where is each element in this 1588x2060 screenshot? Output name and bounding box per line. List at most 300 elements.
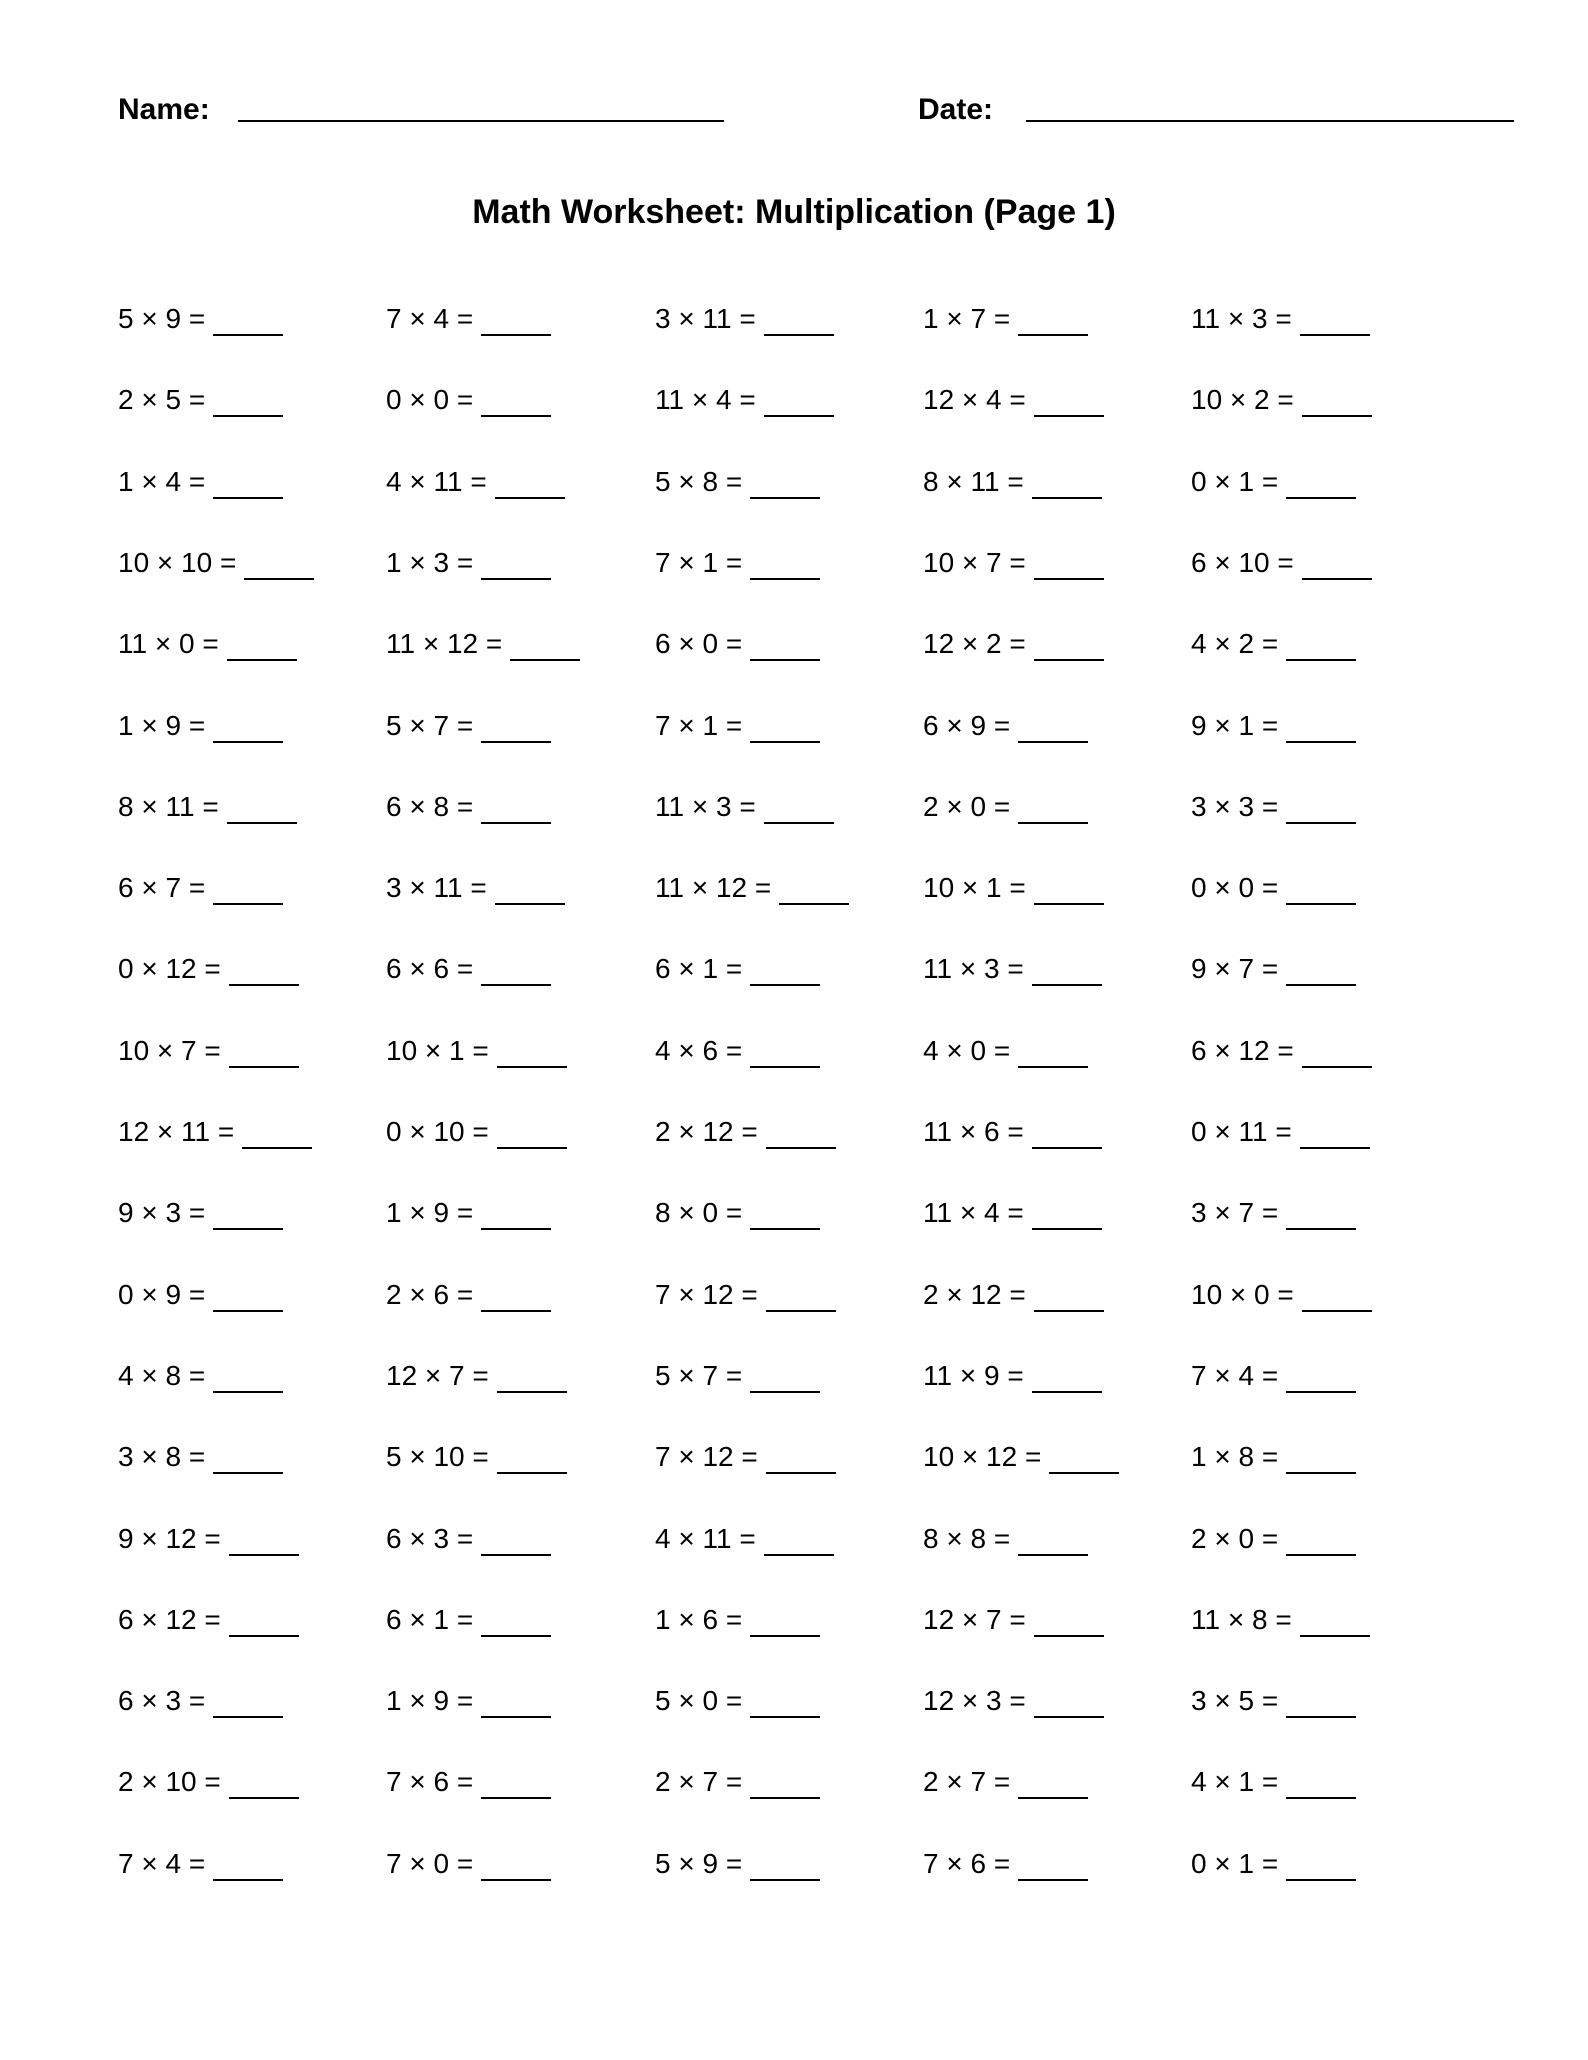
answer-blank[interactable] bbox=[213, 1202, 283, 1230]
problem-item bbox=[655, 1196, 820, 1230]
problem-expression: 7 × 6 = bbox=[386, 1766, 474, 1797]
problem-item bbox=[118, 1522, 299, 1556]
answer-blank[interactable] bbox=[750, 1365, 820, 1393]
problem-expression: 6 × 0 = bbox=[655, 628, 743, 659]
problem-expression: 2 × 7 = bbox=[655, 1766, 743, 1797]
problem-item bbox=[1191, 1278, 1372, 1312]
problem-item bbox=[118, 1684, 283, 1718]
problem-expression: 0 × 12 = bbox=[118, 953, 221, 984]
problem-expression: 8 × 0 = bbox=[655, 1197, 743, 1228]
problem-item bbox=[923, 1196, 1102, 1230]
answer-blank[interactable] bbox=[1286, 1853, 1356, 1881]
answer-blank[interactable] bbox=[229, 1528, 299, 1556]
answer-blank[interactable] bbox=[229, 1771, 299, 1799]
problem-expression: 6 × 12 = bbox=[118, 1604, 221, 1635]
answer-blank[interactable] bbox=[481, 1528, 551, 1556]
answer-blank[interactable] bbox=[1302, 1040, 1372, 1068]
answer-blank[interactable] bbox=[1286, 877, 1356, 905]
problem-expression: 10 × 2 = bbox=[1191, 384, 1294, 415]
answer-blank[interactable] bbox=[227, 633, 297, 661]
problem-expression: 2 × 7 = bbox=[923, 1766, 1011, 1797]
problem-expression: 11 × 12 = bbox=[655, 872, 772, 903]
answer-blank[interactable] bbox=[1034, 633, 1104, 661]
problem-expression: 10 × 7 = bbox=[118, 1035, 221, 1066]
problem-expression: 8 × 11 = bbox=[923, 466, 1024, 497]
answer-blank[interactable] bbox=[227, 796, 297, 824]
problem-expression: 7 × 4 = bbox=[1191, 1360, 1279, 1391]
problem-item bbox=[118, 1034, 299, 1068]
problem-item bbox=[1191, 1196, 1356, 1230]
problem-item bbox=[923, 871, 1104, 905]
problem-item bbox=[1191, 1034, 1372, 1068]
problem-item bbox=[655, 302, 834, 336]
answer-blank[interactable] bbox=[1302, 552, 1372, 580]
problem-expression: 7 × 12 = bbox=[655, 1441, 758, 1472]
answer-blank[interactable] bbox=[213, 308, 283, 336]
problem-expression: 12 × 3 = bbox=[923, 1685, 1026, 1716]
problem-expression: 10 × 0 = bbox=[1191, 1279, 1294, 1310]
problem-expression: 3 × 5 = bbox=[1191, 1685, 1279, 1716]
answer-blank[interactable] bbox=[1286, 1771, 1356, 1799]
answer-blank[interactable] bbox=[750, 1690, 820, 1718]
answer-blank[interactable] bbox=[750, 1202, 820, 1230]
answer-blank[interactable] bbox=[764, 796, 834, 824]
answer-blank[interactable] bbox=[1300, 1121, 1370, 1149]
answer-blank[interactable] bbox=[481, 958, 551, 986]
problem-expression: 6 × 7 = bbox=[118, 872, 206, 903]
answer-blank[interactable] bbox=[779, 877, 849, 905]
problem-expression: 6 × 12 = bbox=[1191, 1035, 1294, 1066]
problem-expression: 5 × 9 = bbox=[118, 303, 206, 334]
answer-blank[interactable] bbox=[481, 1771, 551, 1799]
problem-expression: 11 × 3 = bbox=[923, 953, 1024, 984]
problem-item bbox=[655, 1278, 836, 1312]
problem-expression: 7 × 0 = bbox=[386, 1848, 474, 1879]
problem-expression: 1 × 9 = bbox=[118, 710, 206, 741]
problem-item bbox=[1191, 1115, 1370, 1149]
problem-expression: 4 × 8 = bbox=[118, 1360, 206, 1391]
problem-item bbox=[118, 709, 283, 743]
problem-item bbox=[118, 1278, 283, 1312]
problem-expression: 12 × 2 = bbox=[923, 628, 1026, 659]
answer-blank[interactable] bbox=[1034, 1609, 1104, 1637]
problem-item bbox=[1191, 952, 1356, 986]
problem-expression: 5 × 9 = bbox=[655, 1848, 743, 1879]
problem-item bbox=[118, 1603, 299, 1637]
answer-blank[interactable] bbox=[1286, 1446, 1356, 1474]
problem-item bbox=[386, 1522, 551, 1556]
problem-item bbox=[118, 465, 283, 499]
problem-expression: 1 × 9 = bbox=[386, 1685, 474, 1716]
problem-item bbox=[655, 1847, 820, 1881]
answer-blank[interactable] bbox=[1018, 715, 1088, 743]
answer-blank[interactable] bbox=[481, 308, 551, 336]
problem-item bbox=[118, 1847, 283, 1881]
problem-item bbox=[386, 546, 551, 580]
problem-expression: 6 × 3 = bbox=[386, 1523, 474, 1554]
answer-blank[interactable] bbox=[750, 1040, 820, 1068]
answer-blank[interactable] bbox=[764, 389, 834, 417]
answer-blank[interactable] bbox=[750, 958, 820, 986]
answer-blank[interactable] bbox=[1049, 1446, 1119, 1474]
answer-blank[interactable] bbox=[213, 877, 283, 905]
problem-expression: 9 × 1 = bbox=[1191, 710, 1279, 741]
problem-item bbox=[118, 383, 283, 417]
problem-expression: 7 × 1 = bbox=[655, 547, 743, 578]
problem-expression: 7 × 6 = bbox=[923, 1848, 1011, 1879]
problem-item bbox=[1191, 302, 1370, 336]
answer-blank[interactable] bbox=[1286, 796, 1356, 824]
answer-blank[interactable] bbox=[495, 877, 565, 905]
problem-expression: 2 × 5 = bbox=[118, 384, 206, 415]
answer-blank[interactable] bbox=[750, 633, 820, 661]
problem-item bbox=[923, 302, 1088, 336]
answer-blank[interactable] bbox=[766, 1284, 836, 1312]
answer-blank[interactable] bbox=[1034, 552, 1104, 580]
answer-blank[interactable] bbox=[481, 715, 551, 743]
answer-blank[interactable] bbox=[1286, 1202, 1356, 1230]
problem-item bbox=[1191, 790, 1356, 824]
problem-expression: 2 × 12 = bbox=[655, 1116, 758, 1147]
problem-item bbox=[923, 1359, 1102, 1393]
answer-blank[interactable] bbox=[213, 1446, 283, 1474]
problem-item bbox=[386, 952, 551, 986]
problem-expression: 11 × 0 = bbox=[118, 628, 219, 659]
answer-blank[interactable] bbox=[1286, 1365, 1356, 1393]
answer-blank[interactable] bbox=[497, 1040, 567, 1068]
problem-item bbox=[386, 1684, 551, 1718]
problem-item bbox=[923, 627, 1104, 661]
answer-blank[interactable] bbox=[750, 1771, 820, 1799]
problem-item bbox=[386, 709, 551, 743]
problem-item bbox=[655, 1684, 820, 1718]
answer-blank[interactable] bbox=[1286, 1690, 1356, 1718]
answer-blank[interactable] bbox=[481, 1690, 551, 1718]
problem-item bbox=[655, 790, 834, 824]
problem-item bbox=[1191, 1603, 1370, 1637]
answer-blank[interactable] bbox=[750, 1609, 820, 1637]
answer-blank[interactable] bbox=[1302, 389, 1372, 417]
answer-blank[interactable] bbox=[213, 389, 283, 417]
problem-expression: 6 × 1 = bbox=[386, 1604, 474, 1635]
problem-item bbox=[386, 383, 551, 417]
problem-expression: 6 × 8 = bbox=[386, 791, 474, 822]
answer-blank[interactable] bbox=[1300, 308, 1370, 336]
problem-item bbox=[386, 627, 580, 661]
answer-blank[interactable] bbox=[1034, 1690, 1104, 1718]
problem-item bbox=[655, 627, 820, 661]
problem-expression: 11 × 6 = bbox=[923, 1116, 1024, 1147]
answer-blank[interactable] bbox=[1032, 1121, 1102, 1149]
problem-expression: 6 × 10 = bbox=[1191, 547, 1294, 578]
problem-item bbox=[1191, 1522, 1356, 1556]
worksheet-title: Math Worksheet: Multiplication (Page 1) bbox=[472, 193, 1116, 231]
problem-expression: 3 × 3 = bbox=[1191, 791, 1279, 822]
problem-item bbox=[1191, 465, 1356, 499]
problem-expression: 9 × 12 = bbox=[118, 1523, 221, 1554]
problem-expression: 1 × 6 = bbox=[655, 1604, 743, 1635]
problem-expression: 11 × 3 = bbox=[655, 791, 756, 822]
problem-item bbox=[923, 709, 1088, 743]
answer-blank[interactable] bbox=[213, 471, 283, 499]
problem-expression: 9 × 3 = bbox=[118, 1197, 206, 1228]
problem-item bbox=[118, 302, 283, 336]
problem-item bbox=[923, 1765, 1088, 1799]
problem-expression: 11 × 9 = bbox=[923, 1360, 1024, 1391]
problem-item bbox=[923, 1278, 1104, 1312]
answer-blank[interactable] bbox=[1018, 308, 1088, 336]
problem-expression: 1 × 9 = bbox=[386, 1197, 474, 1228]
answer-blank[interactable] bbox=[229, 958, 299, 986]
answer-blank[interactable] bbox=[1032, 471, 1102, 499]
problem-item bbox=[923, 383, 1104, 417]
problem-expression: 4 × 1 = bbox=[1191, 1766, 1279, 1797]
answer-blank[interactable] bbox=[750, 471, 820, 499]
problem-expression: 5 × 10 = bbox=[386, 1441, 489, 1472]
problem-expression: 8 × 8 = bbox=[923, 1523, 1011, 1554]
problem-expression: 1 × 8 = bbox=[1191, 1441, 1279, 1472]
problem-item bbox=[923, 1034, 1088, 1068]
answer-blank[interactable] bbox=[510, 633, 580, 661]
problem-expression: 11 × 4 = bbox=[923, 1197, 1024, 1228]
answer-blank[interactable] bbox=[481, 1284, 551, 1312]
answer-blank[interactable] bbox=[1018, 1853, 1088, 1881]
answer-blank[interactable] bbox=[481, 796, 551, 824]
problem-expression: 3 × 7 = bbox=[1191, 1197, 1279, 1228]
problem-item bbox=[386, 1765, 551, 1799]
answer-blank[interactable] bbox=[1286, 958, 1356, 986]
problem-item bbox=[386, 1115, 567, 1149]
answer-blank[interactable] bbox=[481, 552, 551, 580]
answer-blank[interactable] bbox=[495, 471, 565, 499]
problem-item bbox=[655, 1115, 836, 1149]
problem-expression: 2 × 10 = bbox=[118, 1766, 221, 1797]
answer-blank[interactable] bbox=[213, 1853, 283, 1881]
name-label: Name: bbox=[118, 93, 210, 126]
problem-expression: 12 × 7 = bbox=[386, 1360, 489, 1391]
problem-expression: 4 × 2 = bbox=[1191, 628, 1279, 659]
problem-expression: 4 × 6 = bbox=[655, 1035, 743, 1066]
problem-item bbox=[1191, 627, 1356, 661]
answer-blank[interactable] bbox=[481, 1853, 551, 1881]
problem-item bbox=[655, 1522, 834, 1556]
problem-item bbox=[386, 1440, 567, 1474]
problem-expression: 10 × 12 = bbox=[923, 1441, 1042, 1472]
problem-item bbox=[1191, 383, 1372, 417]
answer-blank[interactable] bbox=[1034, 877, 1104, 905]
problem-item bbox=[386, 302, 551, 336]
problem-item bbox=[386, 1359, 567, 1393]
answer-blank[interactable] bbox=[1302, 1284, 1372, 1312]
answer-blank[interactable] bbox=[1286, 1528, 1356, 1556]
answer-blank[interactable] bbox=[1032, 1202, 1102, 1230]
problem-expression: 5 × 8 = bbox=[655, 466, 743, 497]
answer-blank[interactable] bbox=[1034, 389, 1104, 417]
answer-blank[interactable] bbox=[244, 552, 314, 580]
problem-expression: 0 × 10 = bbox=[386, 1116, 489, 1147]
problem-expression: 6 × 3 = bbox=[118, 1685, 206, 1716]
problem-item bbox=[118, 1115, 312, 1149]
problem-expression: 0 × 1 = bbox=[1191, 1848, 1279, 1879]
problem-expression: 11 × 12 = bbox=[386, 628, 503, 659]
answer-blank[interactable] bbox=[213, 1365, 283, 1393]
answer-blank[interactable] bbox=[1018, 1040, 1088, 1068]
answer-blank[interactable] bbox=[1018, 796, 1088, 824]
problem-expression: 11 × 3 = bbox=[1191, 303, 1292, 334]
answer-blank[interactable] bbox=[1300, 1609, 1370, 1637]
problem-expression: 1 × 4 = bbox=[118, 466, 206, 497]
problem-expression: 1 × 7 = bbox=[923, 303, 1011, 334]
problem-expression: 7 × 4 = bbox=[386, 303, 474, 334]
problem-expression: 12 × 11 = bbox=[118, 1116, 235, 1147]
problem-expression: 10 × 7 = bbox=[923, 547, 1026, 578]
answer-blank[interactable] bbox=[497, 1446, 567, 1474]
problem-item bbox=[118, 790, 297, 824]
problem-item bbox=[1191, 871, 1356, 905]
answer-blank[interactable] bbox=[764, 1528, 834, 1556]
answer-blank[interactable] bbox=[213, 1284, 283, 1312]
problem-expression: 0 × 1 = bbox=[1191, 466, 1279, 497]
problem-expression: 11 × 4 = bbox=[655, 384, 756, 415]
answer-blank[interactable] bbox=[750, 552, 820, 580]
problem-expression: 6 × 6 = bbox=[386, 953, 474, 984]
answer-blank[interactable] bbox=[1032, 958, 1102, 986]
problem-expression: 0 × 11 = bbox=[1191, 1116, 1292, 1147]
problem-item bbox=[655, 546, 820, 580]
problem-expression: 1 × 3 = bbox=[386, 547, 474, 578]
problem-expression: 3 × 11 = bbox=[655, 303, 756, 334]
answer-blank[interactable] bbox=[213, 715, 283, 743]
problem-item bbox=[118, 952, 299, 986]
answer-blank[interactable] bbox=[764, 308, 834, 336]
problem-expression: 6 × 9 = bbox=[923, 710, 1011, 741]
problem-item bbox=[923, 1115, 1102, 1149]
problem-item bbox=[118, 627, 297, 661]
answer-blank[interactable] bbox=[1018, 1771, 1088, 1799]
answer-blank[interactable] bbox=[750, 1853, 820, 1881]
problem-item bbox=[655, 952, 820, 986]
answer-blank[interactable] bbox=[481, 1609, 551, 1637]
problem-item bbox=[118, 546, 314, 580]
problem-item bbox=[386, 1034, 567, 1068]
problem-expression: 12 × 4 = bbox=[923, 384, 1026, 415]
problem-expression: 10 × 10 = bbox=[118, 547, 237, 578]
problem-expression: 5 × 0 = bbox=[655, 1685, 743, 1716]
problem-item bbox=[923, 1440, 1119, 1474]
problem-item bbox=[1191, 1440, 1356, 1474]
problem-expression: 4 × 11 = bbox=[386, 466, 487, 497]
problem-item bbox=[655, 465, 820, 499]
answer-blank[interactable] bbox=[229, 1609, 299, 1637]
answer-blank[interactable] bbox=[1018, 1528, 1088, 1556]
answer-blank[interactable] bbox=[766, 1446, 836, 1474]
problem-item bbox=[118, 1440, 283, 1474]
problem-expression: 0 × 0 = bbox=[386, 384, 474, 415]
problem-item bbox=[923, 790, 1088, 824]
problem-item bbox=[923, 1603, 1104, 1637]
problem-item bbox=[1191, 1359, 1356, 1393]
problem-item bbox=[118, 1196, 283, 1230]
problem-item bbox=[118, 1359, 283, 1393]
problem-item bbox=[386, 871, 565, 905]
problem-expression: 11 × 8 = bbox=[1191, 1604, 1292, 1635]
problem-expression: 2 × 6 = bbox=[386, 1279, 474, 1310]
problem-item bbox=[655, 709, 820, 743]
answer-blank[interactable] bbox=[1286, 715, 1356, 743]
problem-item bbox=[655, 1034, 820, 1068]
problem-expression: 7 × 12 = bbox=[655, 1279, 758, 1310]
problem-expression: 3 × 8 = bbox=[118, 1441, 206, 1472]
problem-item bbox=[1191, 546, 1372, 580]
problem-expression: 10 × 1 = bbox=[386, 1035, 489, 1066]
answer-blank[interactable] bbox=[229, 1040, 299, 1068]
problem-item bbox=[1191, 1765, 1356, 1799]
answer-blank[interactable] bbox=[1286, 471, 1356, 499]
problem-item bbox=[923, 465, 1102, 499]
problem-item bbox=[386, 465, 565, 499]
problem-item bbox=[923, 1847, 1088, 1881]
problem-item bbox=[655, 871, 849, 905]
problem-expression: 6 × 1 = bbox=[655, 953, 743, 984]
problem-expression: 4 × 0 = bbox=[923, 1035, 1011, 1066]
problem-expression: 9 × 7 = bbox=[1191, 953, 1279, 984]
problem-expression: 7 × 1 = bbox=[655, 710, 743, 741]
answer-blank[interactable] bbox=[497, 1121, 567, 1149]
answer-blank[interactable] bbox=[481, 389, 551, 417]
problem-item bbox=[655, 1603, 820, 1637]
problem-expression: 2 × 0 = bbox=[1191, 1523, 1279, 1554]
problem-expression: 3 × 11 = bbox=[386, 872, 487, 903]
problem-expression: 0 × 9 = bbox=[118, 1279, 206, 1310]
problem-item bbox=[655, 1765, 820, 1799]
problem-item bbox=[655, 1440, 836, 1474]
problem-item bbox=[923, 546, 1104, 580]
problem-item bbox=[923, 952, 1102, 986]
answer-blank[interactable] bbox=[1286, 633, 1356, 661]
problem-expression: 5 × 7 = bbox=[386, 710, 474, 741]
problem-item bbox=[386, 790, 551, 824]
problem-expression: 10 × 1 = bbox=[923, 872, 1026, 903]
problem-expression: 4 × 11 = bbox=[655, 1523, 756, 1554]
problem-expression: 5 × 7 = bbox=[655, 1360, 743, 1391]
problem-expression: 7 × 4 = bbox=[118, 1848, 206, 1879]
problem-item bbox=[1191, 1847, 1356, 1881]
answer-blank[interactable] bbox=[242, 1121, 312, 1149]
problem-item bbox=[655, 383, 834, 417]
problem-item bbox=[923, 1684, 1104, 1718]
answer-blank[interactable] bbox=[1034, 1284, 1104, 1312]
problem-item bbox=[386, 1603, 551, 1637]
problem-expression: 8 × 11 = bbox=[118, 791, 219, 822]
answer-blank[interactable] bbox=[481, 1202, 551, 1230]
problem-expression: 0 × 0 = bbox=[1191, 872, 1279, 903]
problem-expression: 12 × 7 = bbox=[923, 1604, 1026, 1635]
problem-item bbox=[386, 1278, 551, 1312]
problem-item bbox=[655, 1359, 820, 1393]
answer-blank[interactable] bbox=[213, 1690, 283, 1718]
answer-blank[interactable] bbox=[1032, 1365, 1102, 1393]
problem-item bbox=[386, 1196, 551, 1230]
answer-blank[interactable] bbox=[766, 1121, 836, 1149]
problem-item bbox=[923, 1522, 1088, 1556]
problem-expression: 2 × 0 = bbox=[923, 791, 1011, 822]
answer-blank[interactable] bbox=[750, 715, 820, 743]
answer-blank[interactable] bbox=[497, 1365, 567, 1393]
problem-item bbox=[1191, 1684, 1356, 1718]
date-label: Date: bbox=[918, 93, 994, 126]
problem-item bbox=[386, 1847, 551, 1881]
problem-expression: 2 × 12 = bbox=[923, 1279, 1026, 1310]
